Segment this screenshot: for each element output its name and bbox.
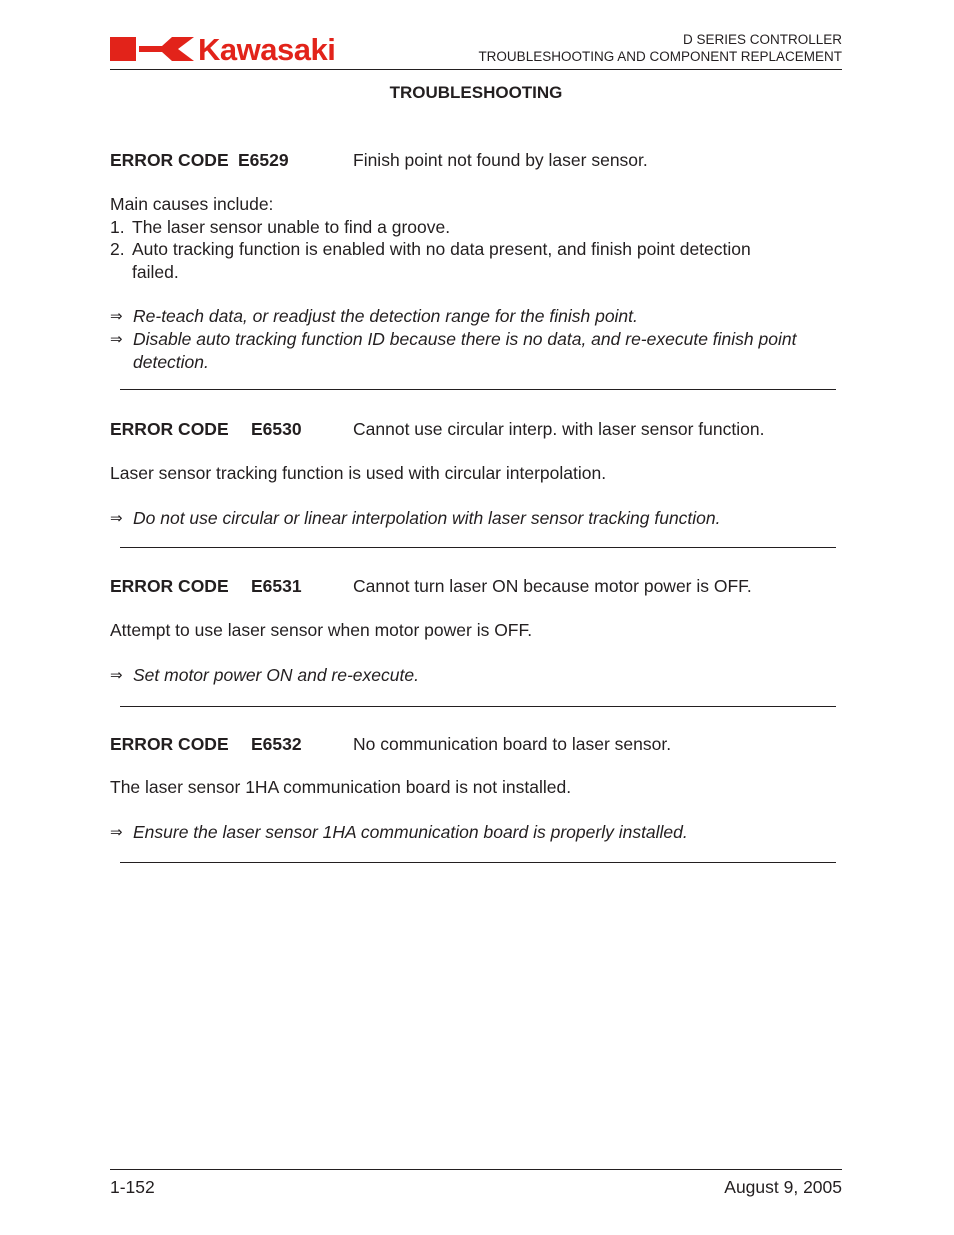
page-number: 1-152	[110, 1177, 155, 1197]
footer-date: August 9, 2005	[724, 1177, 842, 1197]
arrow-icon: ⇒	[110, 308, 123, 325]
action-text-continued: detection.	[133, 351, 209, 372]
header-rule	[110, 69, 842, 70]
error-code-label: ERROR CODE	[110, 419, 229, 439]
error-code-label: ERROR CODE	[110, 150, 229, 170]
kawasaki-logo	[110, 32, 388, 66]
action-text: Re-teach data, or readjust the detection range for the finish point.	[133, 306, 638, 326]
header-titles	[478, 31, 842, 65]
error-code-number: E6532	[251, 734, 302, 754]
error-code-heading	[110, 149, 850, 171]
section-divider	[120, 706, 836, 707]
action-text: Disable auto tracking function ID because there is no data, and re-execute finish point	[133, 329, 797, 349]
error-code-description: Cannot turn laser ON because motor power is OFF.	[353, 576, 752, 596]
error-code-label: ERROR CODE	[110, 576, 229, 596]
cause-number: 1.	[110, 217, 125, 237]
error-code-description: Finish point not found by laser sensor.	[353, 150, 648, 170]
cause-description: Laser sensor tracking function is used with circular interpolation.	[110, 463, 607, 483]
logo-wordmark: Kawasaki	[198, 32, 336, 66]
error-code-number: E6530	[251, 419, 302, 439]
section-divider	[120, 389, 836, 390]
cause-text: The laser sensor unable to find a groove.	[132, 217, 451, 237]
arrow-icon: ⇒	[110, 510, 123, 527]
cause-number: 2.	[110, 239, 125, 259]
error-code-number: E6529	[238, 150, 289, 170]
arrow-icon: ⇒	[110, 824, 123, 841]
error-code-description: Cannot use circular interp. with laser sensor function.	[353, 419, 765, 439]
section-title: TROUBLESHOOTING	[389, 83, 563, 102]
action-text: Do not use circular or linear interpolation with laser sensor tracking function.	[133, 508, 721, 528]
footer-rule	[110, 1169, 842, 1170]
error-code-heading	[110, 418, 850, 440]
arrow-icon: ⇒	[110, 667, 123, 684]
cause-intro: Main causes include:	[110, 194, 274, 214]
action-text: Ensure the laser sensor 1HA communication board is properly installed.	[133, 822, 688, 842]
section-divider	[120, 862, 836, 863]
cause-description: Attempt to use laser sensor when motor power is OFF.	[110, 620, 533, 640]
cause-item	[110, 216, 451, 239]
header-line-2: TROUBLESHOOTING AND COMPONENT REPLACEMENT	[478, 49, 842, 64]
error-code-description: No communication board to laser sensor.	[353, 734, 672, 754]
header-line-1: D SERIES CONTROLLER	[682, 32, 842, 47]
arrow-icon: ⇒	[110, 331, 123, 348]
error-code-heading	[110, 733, 850, 755]
action-text: Set motor power ON and re-execute.	[133, 665, 419, 685]
section-divider	[120, 547, 836, 548]
cause-text-continued: failed.	[132, 261, 179, 282]
error-code-number: E6531	[251, 576, 302, 596]
error-code-label: ERROR CODE	[110, 734, 229, 754]
cause-item	[110, 238, 751, 282]
cause-description: The laser sensor 1HA communication board is not installed.	[110, 777, 572, 797]
error-code-heading	[110, 575, 850, 597]
cause-text: Auto tracking function is enabled with no data present, and finish point detection	[132, 239, 751, 259]
